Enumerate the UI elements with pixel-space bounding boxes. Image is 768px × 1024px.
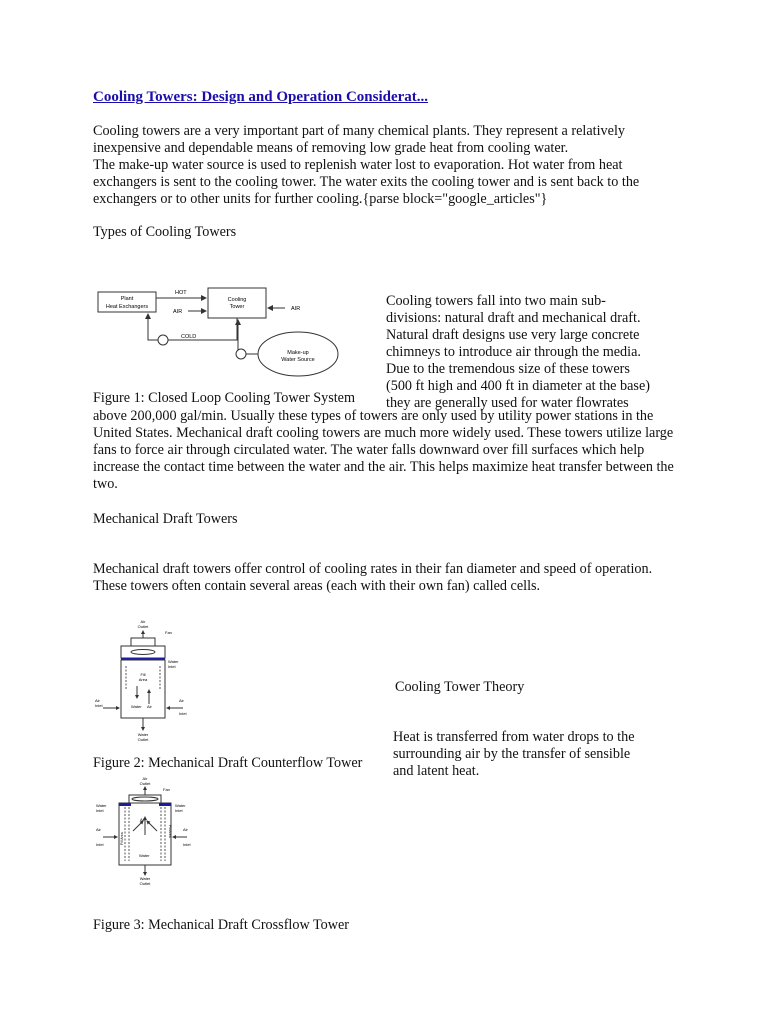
fig2-air-outlet-label: Outlet <box>137 624 149 629</box>
fig3-water-label: Water <box>139 853 150 858</box>
side-text-line: Due to the tremendous size of these towers <box>386 361 630 377</box>
fig2-water-inlet-label: Inlet <box>168 664 176 669</box>
fig1-hot-label: HOT <box>175 290 187 296</box>
figure-1-closed-loop-diagram <box>93 278 343 390</box>
side-text-line: (500 ft high and 400 ft in diameter at the base) <box>386 378 650 394</box>
fig3-air-inlet-left-label: Inlet <box>96 842 104 847</box>
fig2-air-inlet-left-label: Air <box>95 698 100 703</box>
fig2-air-inlet-right-label: Air <box>179 698 184 703</box>
fig3-water-outlet-label: Water <box>139 876 151 881</box>
figure-3-crossflow-diagram <box>93 775 197 887</box>
fig3-air-inlet-right-label: Inlet <box>183 842 191 847</box>
fig2-fill-area-label: Area <box>138 677 148 682</box>
side-text-line: chimneys to introduce air through the media. <box>386 344 641 360</box>
side-text-natural-draft <box>386 293 686 412</box>
title-link[interactable]: Cooling Towers: Design and Operation Considerat... <box>93 89 429 105</box>
fig1-air-right-label: AIR <box>291 306 301 312</box>
side-text-line: Natural draft designs use very large concrete <box>386 327 640 343</box>
figure-2-caption: Figure 2: Mechanical Draft Counterflow Tower <box>93 755 363 771</box>
mechanical-draft-paragraph: Mechanical draft towers offer control of cooling rates in their fan diameter and speed of operation. These towers often contain several areas (each with their own fan) called cells. <box>93 561 653 594</box>
fig3-water-inlet-left-label: Water <box>96 803 107 808</box>
heading-mechanical-draft-towers: Mechanical Draft Towers <box>93 511 238 527</box>
fig2-water-outlet-label: Outlet <box>137 737 149 742</box>
fig2-air-label: Air <box>147 704 152 709</box>
fig1-water-source-label: Water Source <box>281 357 315 363</box>
fig3-air-inlet-right-label: Air <box>183 827 188 832</box>
fig1-cooling-label: Cooling <box>227 297 247 303</box>
fig2-fan-label: Fan <box>165 630 172 635</box>
fig1-air-left-label: AIR <box>173 309 183 315</box>
theory-text-line: surrounding air by the transfer of sensible <box>393 746 631 762</box>
fig3-water-inlet-right-label: Inlet <box>175 808 183 813</box>
fig3-fill-area-left-label: Fill Area <box>120 832 124 845</box>
continued-paragraph: above 200,000 gal/min. Usually these types of towers are only used by utility power stations in the United States. Mechanical draft cooling towers are much more widely used. These towers utilize large fans to force air through circulated water. The water falls downward over fill surfaces which help increase the contact time between the water and the air. This helps maximize heat transfer between the two. <box>93 408 674 492</box>
fig1-heat-exchangers-label: Heat Exchangers <box>105 304 149 310</box>
fig3-water-outlet-label: Outlet <box>139 881 151 886</box>
intro-paragraph <box>93 123 683 208</box>
fig1-makeup-label: Make-up <box>287 350 309 356</box>
side-text-line: they are generally used for water flowrates <box>386 395 629 411</box>
intro-text-1: Cooling towers are a very important part of many chemical plants. They represent a relatively inexpensive and dependable means of removing low grade heat from cooling water. <box>93 123 625 156</box>
theory-text-line: and latent heat. <box>393 763 480 779</box>
fig3-fan-label: Fan <box>163 787 170 792</box>
fig3-air-label: Air <box>140 817 145 822</box>
fig2-water-label: Water <box>131 704 142 709</box>
fig2-fill-label: Fill <box>140 672 146 677</box>
fig2-air-outlet-label: Air <box>140 619 146 624</box>
heading-cooling-tower-theory: Cooling Tower Theory <box>395 679 525 695</box>
fig3-air-inlet-left-label: Air <box>96 827 101 832</box>
fig2-water-outlet-label: Water <box>137 732 149 737</box>
figure-2-counterflow-diagram <box>93 618 193 748</box>
fig2-air-inlet-left-label: Inlet <box>95 703 103 708</box>
fig2-water-inlet-label: Water <box>168 659 179 664</box>
theory-paragraph <box>393 729 693 780</box>
side-text-line: divisions: natural draft and mechanical draft. <box>386 310 641 326</box>
heading-types-of-cooling-towers: Types of Cooling Towers <box>93 224 237 240</box>
fig3-water-inlet-left-label: Inlet <box>96 808 104 813</box>
figure-3-caption: Figure 3: Mechanical Draft Crossflow Tower <box>93 917 350 933</box>
fig1-cold-label: COLD <box>181 334 197 340</box>
theory-text-line: Heat is transferred from water drops to the <box>393 729 635 745</box>
fig3-air-outlet-label: Outlet <box>139 781 151 786</box>
fig2-air-inlet-right-label: Inlet <box>179 711 187 716</box>
fig1-tower-label: Tower <box>229 304 245 310</box>
fig3-water-inlet-right-label: Water <box>175 803 186 808</box>
intro-text-2: The make-up water source is used to replenish water lost to evaporation. Hot water from heat exchangers is sent to the cooling tower. The water exits the cooling tower and is sent back to the exchangers or to other units for further cooling.{parse block="google_articles"} <box>93 157 640 207</box>
fig1-plant-label: Plant <box>120 296 134 302</box>
side-text-line: Cooling towers fall into two main sub- <box>386 293 606 309</box>
fig3-fill-area-right-label: Fill Area <box>168 825 172 838</box>
fig3-air-outlet-label: Air <box>142 776 148 781</box>
figure-1-caption: Figure 1: Closed Loop Cooling Tower System <box>93 390 355 406</box>
